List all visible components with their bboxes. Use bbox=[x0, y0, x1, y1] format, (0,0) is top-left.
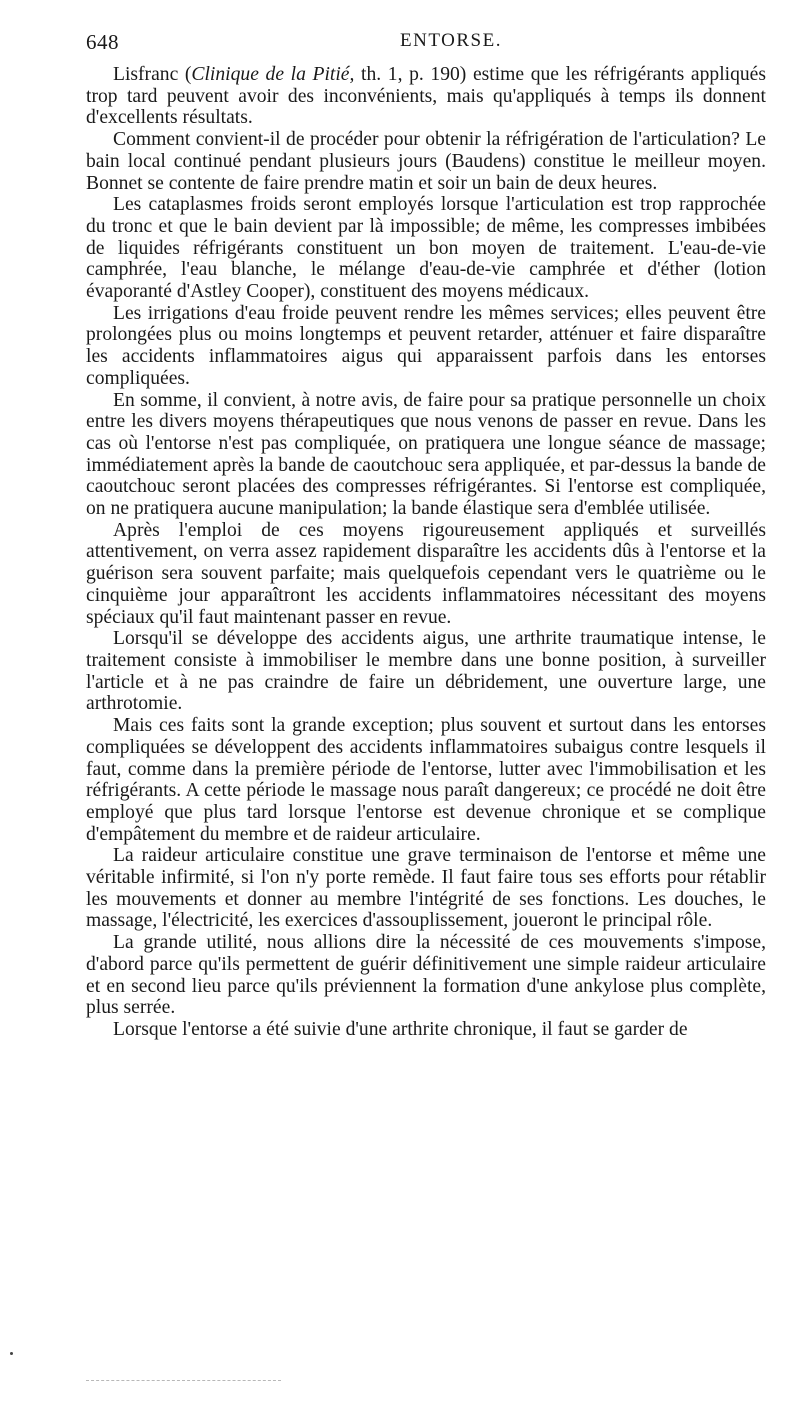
paragraph-1-rest: th. 1, p. 190) estime que les réfrigérants appliqués trop tard peuvent avoir des inconvénients, mais qu'appliqués à temps ils donnent d'excellents résultats. bbox=[86, 64, 767, 129]
paragraph-4: Les irrigations d'eau froide peuvent rendre les mêmes services; elles peuvent être prolongées plus ou moins longtemps et peuvent retarder, atténuer et faire disparaître les accidents inflammatoires aigus qui apparaissent parfois dans les entorses compliquées. bbox=[86, 302, 766, 389]
stray-ink-mark bbox=[10, 1352, 13, 1355]
paragraph-6: Après l'emploi de ces moyens rigoureusement appliqués et surveillés attentivement, on verra assez rapidement disparaître les accidents dûs à l'entorse et la guérison sera souvent parfaite; mais quelquefois cependant vers le quatrième ou le cinquième jour apparaîtront les accidents inflammatoires nécessitant des moyens spéciaux qu'il faut maintenant passer en revue. bbox=[86, 519, 766, 628]
paragraph-10: La grande utilité, nous allions dire la nécessité de ces mouvements s'impose, d'abord parce qu'ils permettent de guérir définitivement une simple raideur articulaire et en second lieu parce qu'ils préviennent la formation d'une ankylose plus complète, plus serrée. bbox=[86, 932, 766, 1019]
paragraph-11: Lorsque l'entorse a été suivie d'une arthrite chronique, il faut se garder de bbox=[113, 1018, 688, 1040]
page-number: 648 bbox=[86, 30, 119, 54]
paragraph-3: Les cataplasmes froids seront employés lorsque l'articulation est trop rapprochée du tronc et que le bain devient par là impossible; de même, les compresses imbibées de liquides réfrigérants constituent un bon moyen de traitement. L'eau-de-vie camphrée, l'eau blanche, le mélange d'eau-de-vie camphrée et d'éther (lotion évaporanté d'Astley Cooper), constituent des moyens médicaux. bbox=[86, 194, 766, 303]
citation-title: Clinique de la Pitié, bbox=[191, 64, 355, 85]
paragraph-2: Comment convient-il de procéder pour obtenir la réfrigération de l'articulation? Le bain local continué pendant plusieurs jours (Baudens) constitue le meilleur moyen. Bonnet se contente de faire prendre matin et soir un bain de deux heures. bbox=[86, 129, 766, 194]
footer-rule bbox=[86, 1380, 281, 1381]
paragraph-1-lead: Lisfranc ( bbox=[113, 64, 192, 85]
body-text bbox=[86, 64, 766, 1041]
paragraph-9: La raideur articulaire constitue une grave terminaison de l'entorse et même une véritable infirmité, si l'on n'y porte remède. Il faut faire tous ses efforts pour rétablir les mouvements et donner au membre l'intégrité de ses fonctions. Les douches, le massage, l'électricité, les exercices d'assouplissement, joueront le principal rôle. bbox=[86, 845, 766, 932]
paragraph-5: En somme, il convient, à notre avis, de faire pour sa pratique personnelle un choix entre les divers moyens thérapeutiques que nous venons de passer en revue. Dans les cas où l'entorse n'est pas compliquée, on pratiquera une longue séance de massage; immédiatement après la bande de caoutchouc sera appliquée, et par-dessus la bande de caoutchouc seront placées des compresses réfrigérantes. Si l'entorse est compliquée, on ne pratiquera aucune manipulation; la bande élastique sera d'emblée utilisée. bbox=[86, 389, 766, 520]
running-title: ENTORSE. bbox=[400, 30, 502, 51]
paragraph-1 bbox=[86, 64, 766, 129]
paragraph-8: Mais ces faits sont la grande exception; plus souvent et surtout dans les entorses compliquées se développent des accidents inflammatoires subaigus contre lesquels il faut, comme dans la première période de l'entorse, lutter avec l'immobilisation et les réfrigérants. A cette période le massage nous paraît dangereux; ce procédé ne doit être employé que plus tard lorsque l'entorse est devenue chronique et se complique d'empâtement du membre et de raideur articulaire. bbox=[86, 715, 766, 845]
page-header bbox=[86, 30, 776, 58]
paragraph-7: Lorsqu'il se développe des accidents aigus, une arthrite traumatique intense, le traitement consiste à immobiliser le membre dans une bonne position, à surveiller l'article et à ne pas craindre de faire un débridement, une ouverture large, une arthrotomie. bbox=[86, 628, 766, 715]
